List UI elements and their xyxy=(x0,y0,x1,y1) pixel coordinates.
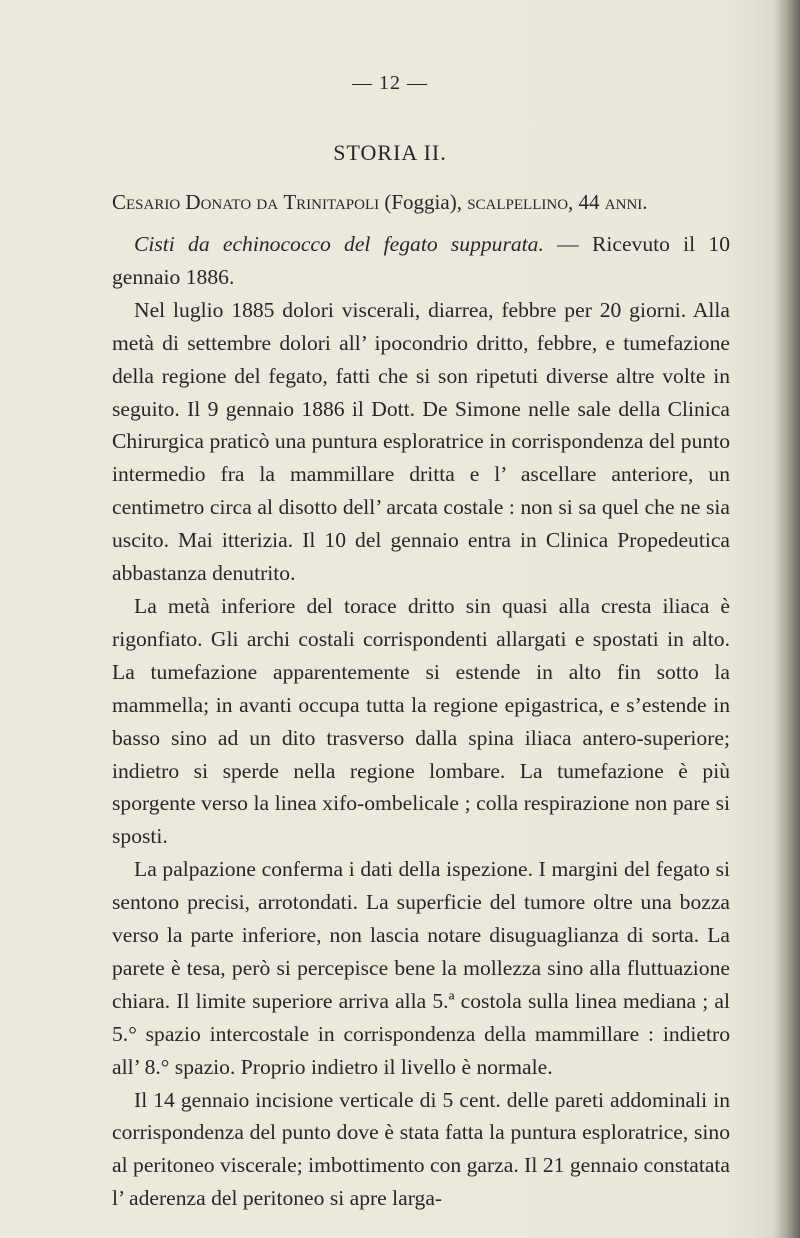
story-title: STORIA II. xyxy=(333,140,447,165)
patient-name: Cesario Donato xyxy=(112,190,252,214)
admission-note: — Ricevuto il 10 gennaio 1886. xyxy=(112,232,730,289)
paragraph-diagnosis xyxy=(112,228,730,294)
page-edge-shadow xyxy=(774,0,800,1238)
case-report-text xyxy=(112,228,730,1215)
diagnosis-title: Cisti da echinococco del fegato suppurata. xyxy=(134,232,544,256)
patient-place: Trinitapoli xyxy=(283,190,380,214)
patient-region: (Foggia), xyxy=(384,190,462,214)
page-number: — 12 — xyxy=(352,72,428,94)
paragraph-palpation: La palpazione conferma i dati della ispezione. I margini del fegato si sentono precisi, arrotondati. La superficie del tumore oltre una bozza verso la parte inferiore, non lascia notare disuguaglianza di sorta. La parete è tesa, però si percepisce bene la mollezza sino alla fluttuazione chiara. Il limite superiore arriva alla 5.ª costola sulla linea mediana ; al 5.° spazio intercostale in corrispondenza della mammillare : indietro all’ 8.° spazio. Proprio indietro il livello è normale. xyxy=(112,857,730,1079)
paragraph-history: Nel luglio 1885 dolori viscerali, diarrea, febbre per 20 giorni. Alla metà di settembre dolori all’ ipocondrio dritto, febbre, e tumefazione della regione del fegato, fatti che si son ripetuti diverse altre volte in seguito. Il 9 gennaio 1886 il Dott. De Simone nelle sale della Clinica Chirurgica praticò una puntura esploratrice in corrispondenza del punto intermedio fra la mammillare dritta e l’ ascellare anteriore, un centimetro circa al disotto dell’ arcata costale : non si sa quel che ne sia uscito. Mai itterizia. Il 10 del gennaio entra in Clinica Propedeutica abbastanza denutrito. xyxy=(112,297,730,586)
paragraph-surgery: Il 14 gennaio incisione verticale di 5 cent. delle pareti addominali in corrispondenza del punto dove è stata fatta la puntura esploratrice, sino al peritoneo viscerale; imbottimento con garza. Il 21 gennaio constatata l’ aderenza del peritoneo si apre larga- xyxy=(112,1087,730,1211)
paragraph-inspection: La metà inferiore del torace dritto sin quasi alla cresta iliaca è rigonfiato. Gli archi costali corrispondenti allargati e spostati in alto. La tumefazione apparentemente si estende in alto fin sotto la mammella; in avanti occupa tutta la regione epigastrica, e s’estende in basso sino ad un dito trasverso dalla spina iliaca antero-superiore; indietro si sperde nella regione lombare. La tumefazione è più sporgente verso la linea xifo-ombelicale ; colla respirazione non pare si sposti. xyxy=(112,593,730,849)
patient-age-number: 44 xyxy=(578,190,600,214)
patient-heading xyxy=(112,190,732,215)
patient-from-word: da xyxy=(256,190,279,214)
patient-age-word: anni. xyxy=(604,190,648,214)
patient-occupation: scalpellino, xyxy=(467,190,574,214)
